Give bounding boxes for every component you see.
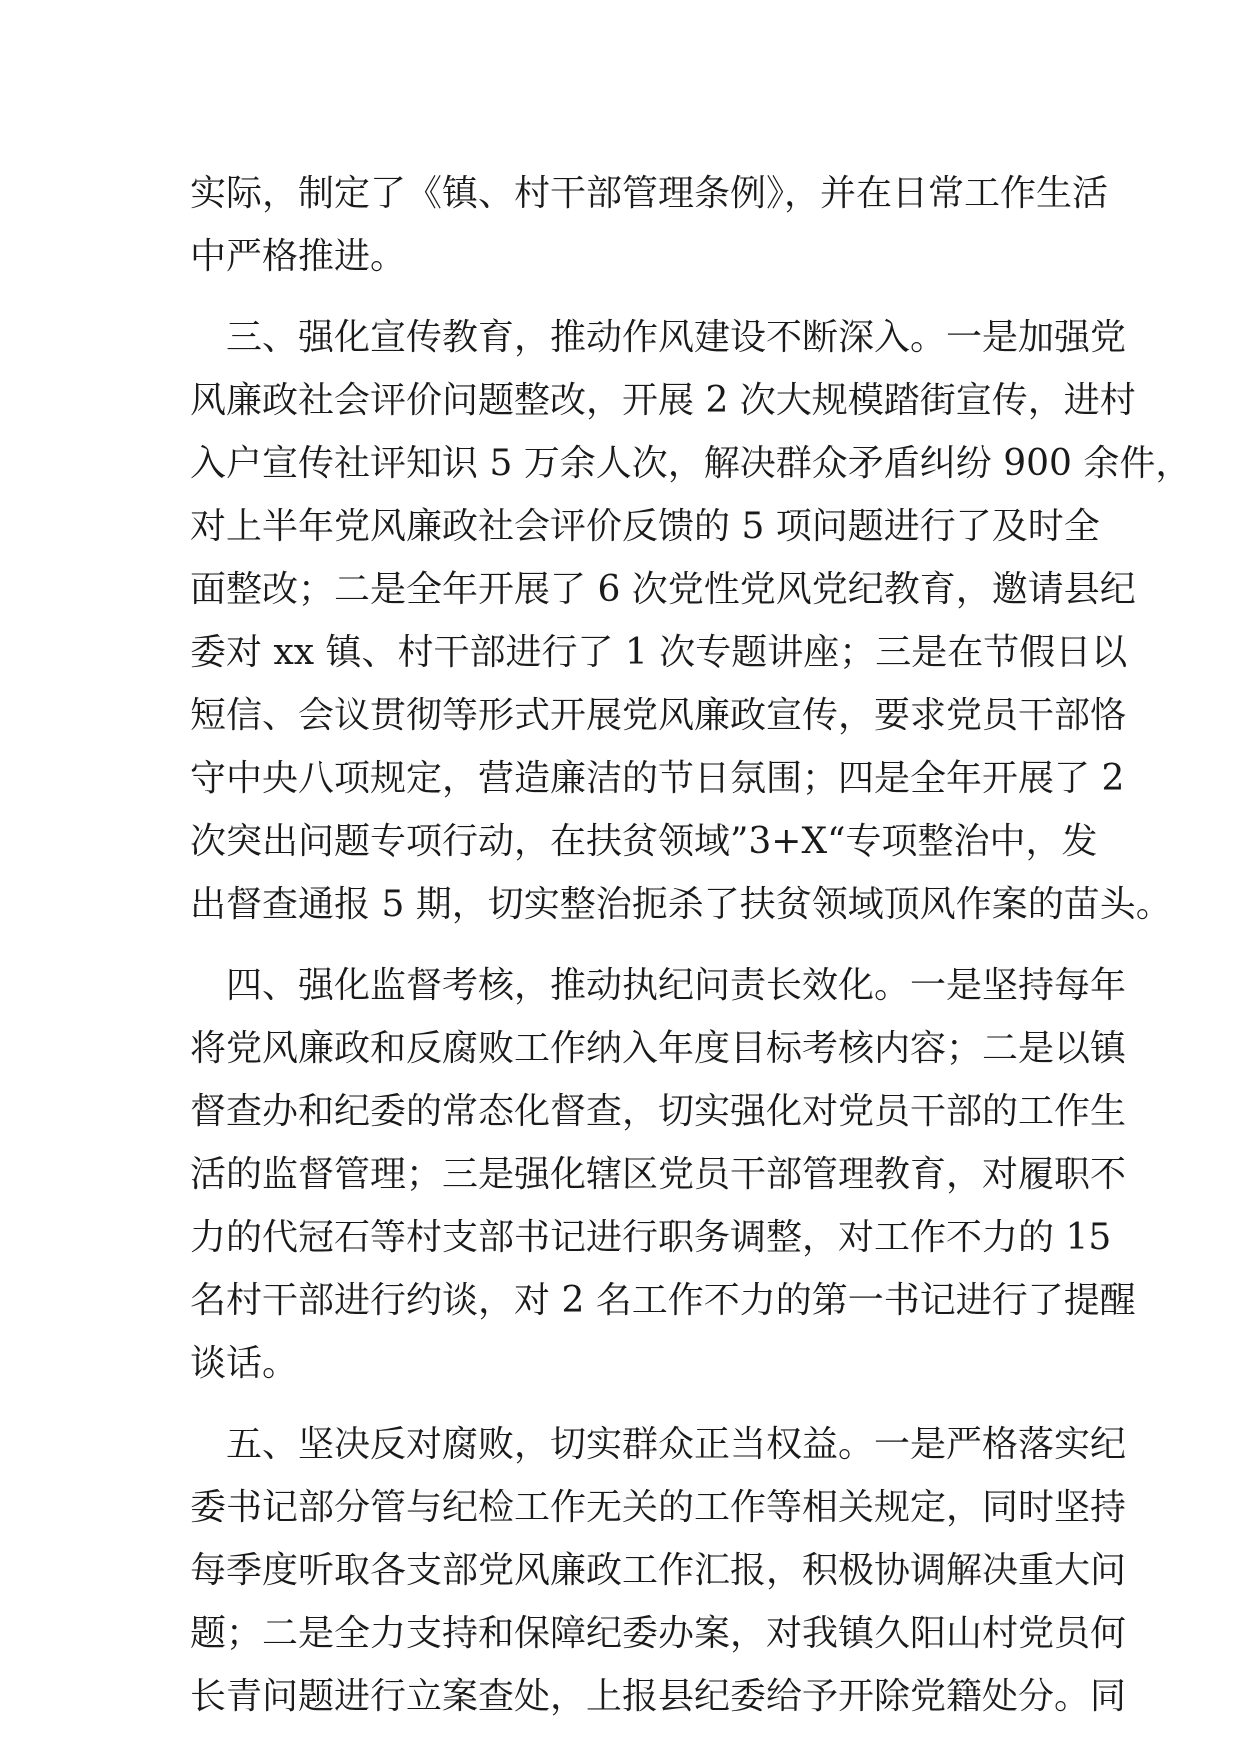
text-line: 守中央八项规定，营造廉洁的节日氛围；四是全年开展了 2 <box>190 758 1125 799</box>
text-line: 督查办和纪委的常态化督查，切实强化对党员干部的工作生 <box>190 1091 1127 1132</box>
text-line: 短信、会议贯彻等形式开展党风廉政宣传，要求党员干部恪 <box>190 695 1127 736</box>
text-line: 四、强化监督考核，推动执纪问责长效化。一是坚持每年 <box>226 965 1127 1006</box>
text-line: 题；二是全力支持和保障纪委办案，对我镇久阳山村党员何 <box>190 1613 1127 1654</box>
text-line: 委书记部分管与纪检工作无关的工作等相关规定，同时坚持 <box>190 1487 1127 1528</box>
text-line: 风廉政社会评价问题整改，开展 2 次大规模踏街宣传，进村 <box>190 380 1136 421</box>
text-line: 力的代冠石等村支部书记进行职务调整，对工作不力的 15 <box>190 1217 1112 1258</box>
text-line: 委对 xx 镇、村干部进行了 1 次专题讲座；三是在节假日以 <box>190 632 1128 673</box>
text-line: 面整改；二是全年开展了 6 次党性党风党纪教育，邀请县纪 <box>190 569 1136 610</box>
text-line: 次突出问题专项行动，在扶贫领域”3+X“专项整治中，发 <box>190 821 1098 862</box>
text-line: 实际，制定了《镇、村干部管理条例》，并在日常工作生活 <box>190 173 1109 214</box>
text-line: 将党风廉政和反腐败工作纳入年度目标考核内容；二是以镇 <box>190 1028 1127 1069</box>
text-line: 出督查通报 5 期，切实整治扼杀了扶贫领域顶风作案的苗头。 <box>190 884 1172 925</box>
paragraph-3 <box>190 954 1136 1395</box>
text-line: 对上半年党风廉政社会评价反馈的 5 项问题进行了及时全 <box>190 506 1100 547</box>
text-line: 中严格推进。 <box>190 236 407 277</box>
text-line: 长青问题进行立案查处，上报县纪委给予开除党籍处分。同 <box>190 1676 1127 1717</box>
text-line: 活的监督管理；三是强化辖区党员干部管理教育，对履职不 <box>190 1154 1127 1195</box>
text-line: 名村干部进行约谈，对 2 名工作不力的第一书记进行了提醒 <box>190 1280 1136 1321</box>
paragraph-4 <box>190 1413 1127 1728</box>
text-line: 每季度听取各支部党风廉政工作汇报，积极协调解决重大问 <box>190 1550 1127 1591</box>
text-line: 谈话。 <box>190 1343 299 1384</box>
paragraph-2 <box>190 306 1192 936</box>
text-line: 三、强化宣传教育，推动作风建设不断深入。一是加强党 <box>226 317 1127 358</box>
text-line: 入户宣传社评知识 5 万余人次，解决群众矛盾纠纷 900 余件， <box>190 443 1192 484</box>
document-body <box>190 162 1192 1728</box>
paragraph-1 <box>190 162 1109 288</box>
text-line: 五、坚决反对腐败，切实群众正当权益。一是严格落实纪 <box>226 1424 1127 1465</box>
